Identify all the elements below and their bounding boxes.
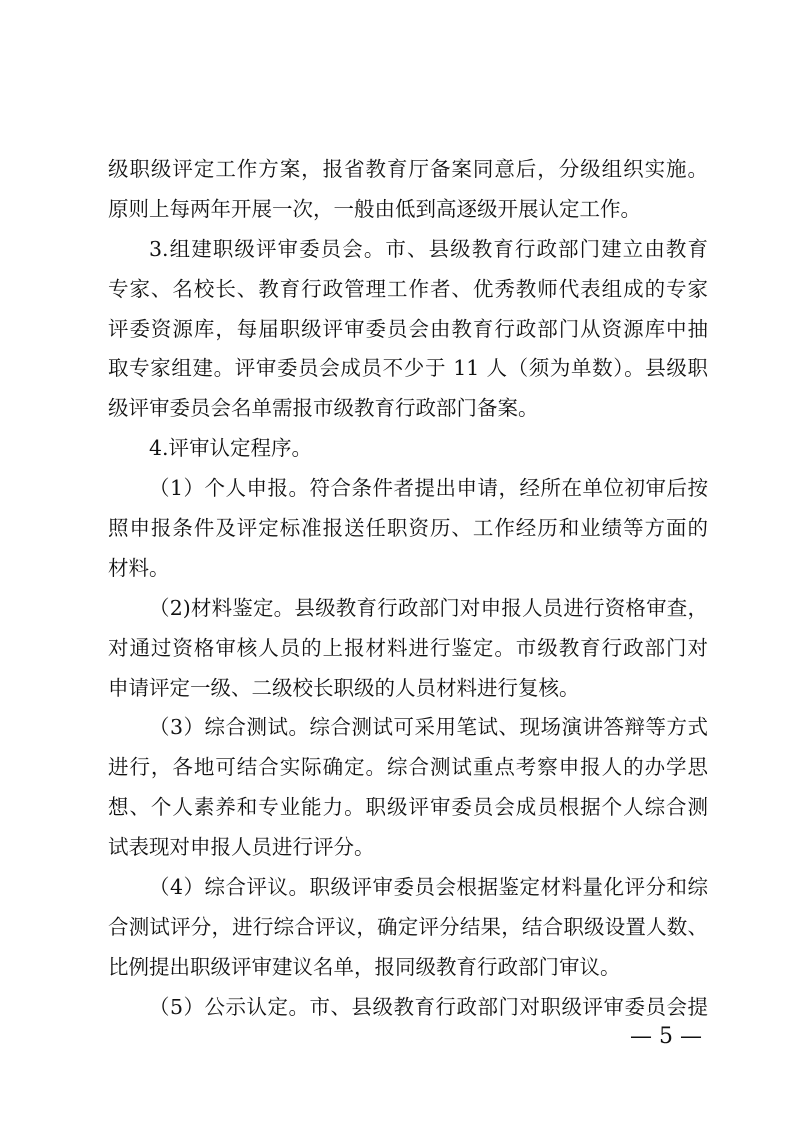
text-line: 3.组建职级评审委员会。市、县级教育行政部门建立由教育	[149, 236, 708, 261]
text-line: 对通过资格审核人员的上报材料进行鉴定。市级教育行政部门对	[108, 635, 708, 660]
text-line: 试表现对申报人员进行评分。	[108, 835, 375, 860]
text-line: 比例提出职级评审建议名单，报同级教育行政部门审议。	[108, 954, 621, 979]
text-line: 合测试评分，进行综合评议，确定评分结果，结合职级设置人数、	[108, 914, 708, 939]
text-line: 照申报条件及评定标准报送任职资历、工作经历和业绩等方面的	[108, 516, 708, 541]
text-line: 级评审委员会名单需报市级教育行政部门备案。	[108, 396, 539, 421]
body-text	[108, 150, 708, 1028]
text-line: （3）综合测试。综合测试可采用笔试、现场演讲答辩等方式	[149, 715, 708, 740]
text-line: （2)材料鉴定。县级教育行政部门对申报人员进行资格审查，	[149, 595, 708, 620]
text-line: 原则上每两年开展一次，一般由低到高逐级开展认定工作。	[108, 196, 641, 221]
text-line: 进行，各地可结合实际确定。综合测试重点考察申报人的办学思	[108, 755, 708, 780]
text-line: 取专家组建。评审委员会成员不少于 11 人（须为单数）。县级职	[108, 356, 708, 381]
text-line: 评委资源库，每届职级评审委员会由教育行政部门从资源库中抽	[108, 316, 708, 341]
text-line: （4）综合评议。职级评审委员会根据鉴定材料量化评分和综	[149, 875, 708, 900]
text-line: 4.评审认定程序。	[149, 436, 313, 461]
text-line: 级职级评定工作方案，报省教育厅备案同意后，分级组织实施。	[108, 157, 708, 181]
text-line: 专家、名校长、教育行政管理工作者、优秀教师代表组成的专家	[108, 276, 708, 301]
text-line: （5）公示认定。市、县级教育行政部门对职级评审委员会提	[149, 994, 708, 1019]
text-line: （1）个人申报。符合条件者提出申请，经所在单位初审后按	[149, 476, 708, 501]
text-line: 想、个人素养和专业能力。职级评审委员会成员根据个人综合测	[108, 795, 708, 820]
page-number: — 5 —	[630, 1024, 702, 1049]
text-line: 申请评定一级、二级校长职级的人员材料进行复核。	[108, 675, 580, 700]
text-line: 材料。	[108, 555, 170, 580]
